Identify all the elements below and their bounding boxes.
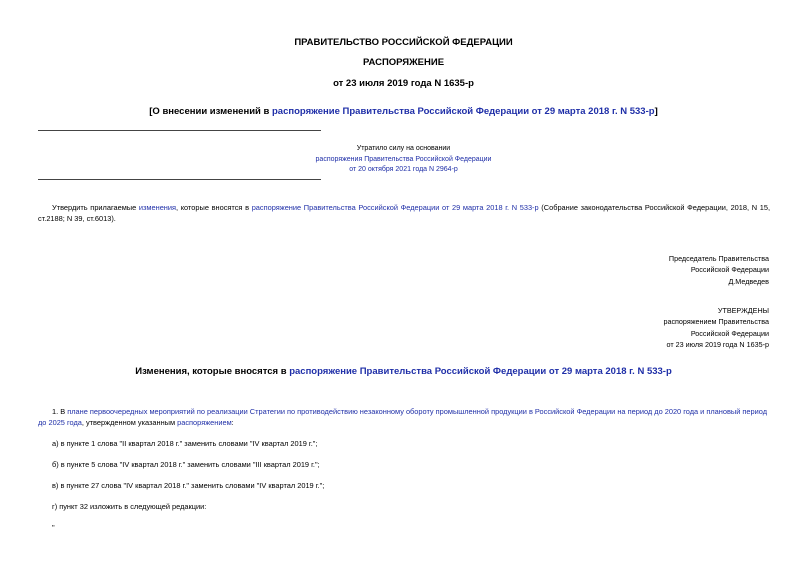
status-line: Утратило силу на основании [356, 145, 451, 152]
approval-paragraph [38, 202, 770, 224]
p-end: (Собрание законодательства Российской Федерации, 2018, N 15, ст.2188; N 39, ст.6013). [38, 203, 771, 223]
changes-link[interactable]: изменения [138, 203, 177, 212]
approved-title: УТВЕРЖДЕНЫ [717, 306, 769, 315]
p-mid: , которые вносятся в [176, 203, 252, 212]
document-date: от 23 июля 2019 года N 1635-р [333, 78, 474, 89]
amended-order-link[interactable]: распоряжение Правительства Российской Федерации от 29 марта 2018 г. N 533-р [272, 106, 655, 117]
signature-position: Председатель Правительства [668, 254, 769, 263]
changes-heading-link[interactable]: распоряжение Правительства Российской Федерации от 29 марта 2018 г. N 533-р [289, 366, 672, 377]
changes-heading [0, 366, 807, 377]
signature-block [669, 253, 769, 287]
approved-org: Российской Федерации [690, 328, 769, 338]
title-prefix: [О внесении изменений в [149, 106, 272, 117]
subitem-b: б) в пункте 5 слова "IV квартал 2018 г." заменить словами "III квартал 2019 г."; [52, 460, 320, 469]
item-1 [38, 406, 770, 428]
signature-name: Д.Медведев [728, 276, 769, 286]
p-start: Утвердить прилагаемые [52, 203, 139, 212]
repeal-order-link[interactable]: распоряжения Правительства Российской Федерации [315, 155, 492, 163]
item1-mid: , утвержденном указанным [81, 418, 178, 427]
government-name: ПРАВИТЕЛЬСТВО РОССИЙСКОЙ ФЕДЕРАЦИИ [294, 37, 513, 48]
opening-quote: " [52, 523, 55, 532]
changes-heading-prefix: Изменения, которые вносятся в [135, 366, 290, 377]
item1-end: : [231, 418, 234, 427]
document-type: РАСПОРЯЖЕНИЕ [362, 57, 445, 68]
status-note [0, 144, 807, 176]
subitem-v: в) в пункте 27 слова "IV квартал 2018 г." заменить словами "IV квартал 2019 г."; [52, 481, 325, 490]
document-title [0, 106, 807, 117]
approved-date: от 23 июля 2019 года N 1635-р [666, 339, 769, 349]
order-533-link[interactable]: распоряжение Правительства Российской Федерации от 29 марта 2018 г. N 533-р [251, 203, 539, 212]
repeal-order-date-link[interactable]: от 20 октября 2021 года N 2964-р [349, 166, 458, 173]
order-ref-link[interactable]: распоряжением [177, 418, 232, 427]
approved-block [663, 305, 769, 350]
subitem-a: а) в пункте 1 слова "II квартал 2018 г." заменить словами "IV квартал 2019 г."; [52, 439, 318, 448]
item1-start: 1. В [52, 407, 68, 416]
title-suffix: ] [654, 106, 658, 117]
divider-bottom [38, 179, 321, 180]
signature-org: Российской Федерации [690, 265, 769, 275]
approved-by: распоряжением Правительства [663, 317, 769, 327]
subitem-g: г) пункт 32 изложить в следующей редакции: [52, 502, 207, 511]
divider-top [38, 130, 321, 131]
action-plan-link[interactable]: плане первоочередных мероприятий по реализации Стратегии по противодействию незаконному обороту промышленной продукции в Российской Федерации на период до 2020 года и плановый период до 2025 года [38, 407, 768, 427]
